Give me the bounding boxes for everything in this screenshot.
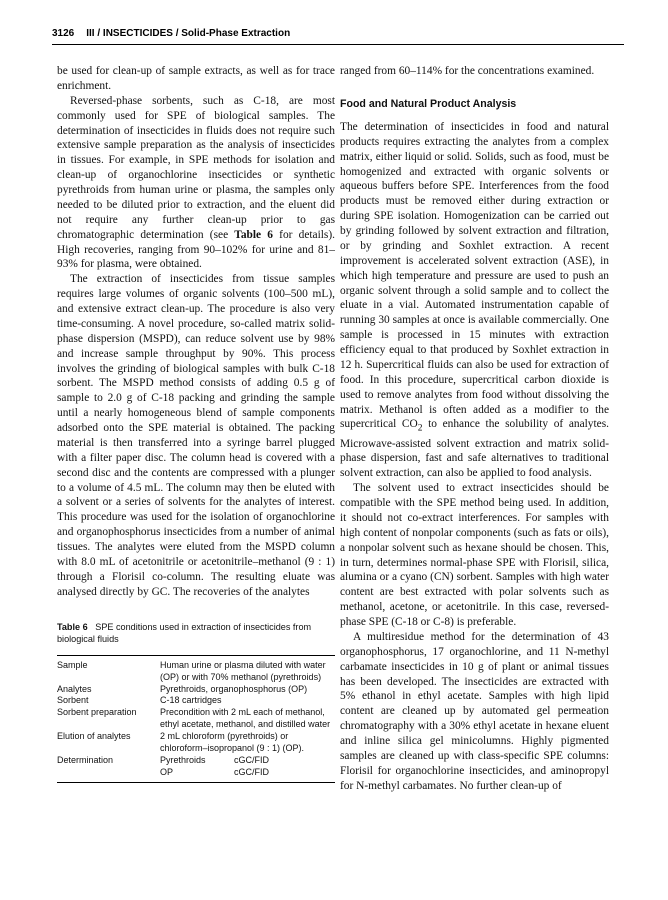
determination-method: cGC/FID	[234, 766, 269, 777]
table-value: Precondition with 2 mL each of methanol, ethyl acetate, methanol, and distilled water	[160, 707, 331, 730]
paragraph: The solvent used to extract insecticides should be compatible with the SPE method being used. In addition, it should not co-extract interferences. For samples with high content of nonpolar components (such as fats or oils), a nonpolar solvent such as hexane should be chosen. This, in turn, determines normal-phase SPE with Florisil, silica, alumina or a cyano (CN) sorbent. Samples with high water content are best extracted with polar solvents such as methanol, acetone, or acetonitrile. In this case, reversed-phase SPE (C-18 or C-8) is preferable.	[340, 482, 609, 629]
page-number: 3126	[52, 28, 75, 39]
table-key: Determination	[57, 755, 160, 782]
table-key: Sorbent preparation	[57, 707, 137, 718]
table-value: Pyrethroids, organophosphorus (OP)	[160, 683, 308, 694]
table-label: Table 6	[57, 621, 88, 632]
paragraph: A multiresidue method for the determination of 43 organophosphorus, 17 organochlorine, and 11 N-methyl carbamate insecticides in 10 g of plant or animal tissues has been developed. The insecticides are extracted with 5% ethanol in ethyl acetate. Samples with high lipid content are cleaned up by automated gel permeation chromatography with a 30% ethyl acetate in hexane eluent and inline silica gel minicolumns. Highly pigmented samples are cleaned up with class-specific SPE columns: Florisil for organochlorine insecticides, and aminopropyl for N-methyl carbamates. No further clean-up of	[340, 630, 609, 792]
determination-line	[160, 755, 335, 767]
formula-co2: CO	[401, 418, 418, 431]
table-value	[160, 755, 335, 782]
determination-analyte: OP	[160, 766, 174, 777]
table-row	[57, 755, 335, 782]
table-6	[57, 655, 335, 783]
left-column	[57, 64, 335, 783]
table-value: 2 mL chloroform (pyrethroids) or chloroform–isopropanol (9 : 1) (OP).	[160, 731, 305, 754]
table-key: Elution of analytes	[57, 731, 131, 742]
paragraph-text: for details). High recoveries, ranging from 90–102% for urine and 81–93% for plasma, were obtained.	[57, 228, 335, 271]
table-row	[57, 707, 335, 731]
table-key: Sorbent	[57, 695, 89, 706]
table-caption	[57, 621, 335, 646]
table-caption-text: SPE conditions used in extraction of insecticides from biological fluids	[57, 621, 312, 645]
table-row	[57, 695, 335, 707]
formula-subscript: 2	[417, 423, 423, 434]
paragraph: be used for clean-up of sample extracts, as well as for trace enrichment.	[57, 65, 335, 92]
paragraph	[340, 120, 609, 481]
table-row	[57, 684, 335, 696]
paragraph: ranged from 60–114% for the concentrations examined.	[340, 65, 595, 77]
table-row	[57, 655, 335, 683]
table-reference-link[interactable]: Table 6	[234, 228, 273, 241]
determination-line	[160, 767, 335, 779]
table-key: Sample	[57, 655, 160, 683]
determination-method: cGC/FID	[234, 754, 269, 765]
table-value: C-18 cartridges	[160, 695, 222, 706]
paragraph-text: to enhance the solubility of analytes. Microwave-assisted solvent extraction and matrix solid-phase dispersion, fast and safe alternatives to traditional solvent extraction, can also be applied to food analysis.	[340, 418, 609, 480]
running-header	[52, 28, 624, 45]
running-title: III / INSECTICIDES / Solid-Phase Extraction	[86, 28, 291, 39]
paragraph-text: The determination of insecticides in food and natural products requires extracting the analytes from a complex matrix, either liquid or solid. Solids, such as food, must be homogenized and extracted with organic solvents or aqueous buffers before SPE. Interferences from the food products must be removed either during extraction or during SPE isolation. Homogenization can be carried out by grinding followed by solvent extraction and filtration, or by grinding and Soxhlet extraction. A recent improvement is accelerated solvent extraction (ASE), in which high temperature and pressure are used to push an organic solvent through a solid sample and to collect the eluate in a vial. Automated instrumentation capable of running 30 samples at once is available commercially. One sample is processed in 15 minutes with extraction efficiency equal to that produced by Soxhlet extraction in 12 h. Supercritical fluids can also be used for extraction of food. In this procedure, supercritical carbon dioxide is used to remove analytes from food without dissolving the matrix. Methanol is often added as a modifier to the supercritical	[340, 120, 609, 431]
table-value: Human urine or plasma diluted with water (OP) or with 70% methanol (pyrethroids)	[160, 655, 335, 683]
paragraph	[57, 94, 335, 273]
paragraph: The extraction of insecticides from tissue samples requires large volumes of organic solvents (100–500 mL), and extensive extract clean-up. The procedure is also very time-consuming. A novel procedure, so-called matrix solid-phase dispersion (MSPD), can reduce solvent use by 98% and increase sample throughput by 90%. This process involves the grinding of biological samples with bulk C-18 sorbent. The MSPD method consists of adding 0.5 g of sample to 2.0 g of C-18 packing and grinding the sample until a nearly homogeneous blend of sample components adsorbed onto the SPE material is obtained. The packing material is then transferred into a syringe barrel plugged with a filter paper disc. The column head is covered with a second disc and the contents are compressed with a plunger to a volume of 4.5 mL. The column may then be eluted with a solvent or a series of solvents for the analytes of interest. This procedure was used for the isolation of organochlorine and organophosphorus insecticides from a number of animal tissues. The analytes were eluted from the MSPD column with 8.0 mL of acetonitrile or acetonitrile–methanol (9 : 1) through a Florisil co-column. The resulting eluate was analysed directly by GC. The recoveries of the analytes	[57, 273, 335, 598]
table-row	[57, 731, 335, 755]
paragraph-text: Reversed-phase sorbents, such as C-18, are most commonly used for SPE of biological samples. The determination of insecticides in fluids does not require such extensive sample preparation as the analysis of insecticides in tissues. For example, in SPE methods for isolation and clean-up of organochlorine insecticides or synthetic pyrethroids from human urine or plasma, the samples only needed to be diluted prior to extraction, and the eluent did not require any further clean-up prior to gas chromatographic determination (see	[57, 94, 335, 241]
right-column	[340, 64, 609, 794]
determination-analyte: Pyrethroids	[160, 754, 206, 765]
section-heading: Food and Natural Product Analysis	[340, 97, 517, 110]
table-key: Analytes	[57, 683, 92, 694]
